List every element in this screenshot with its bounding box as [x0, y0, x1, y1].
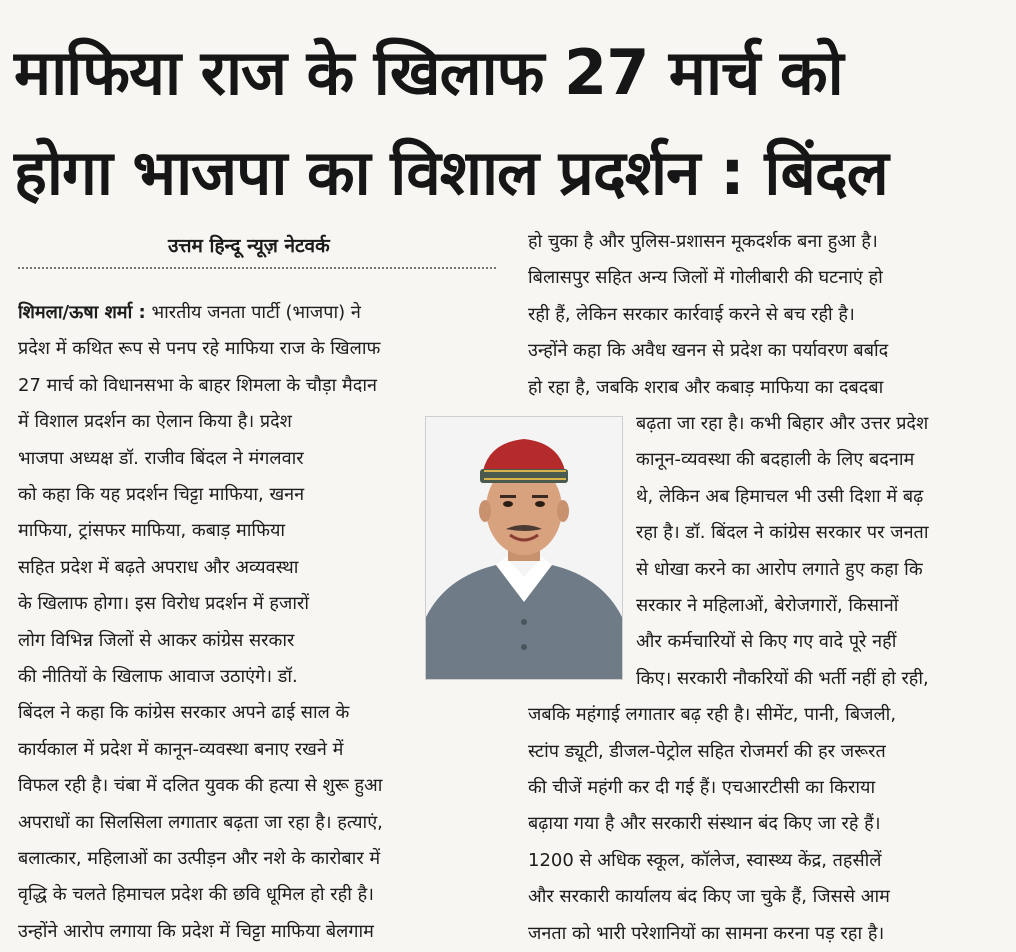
article-left-line: प्रदेश में कथित रूप से पनप रहे माफिया राज के खिलाफ — [18, 338, 381, 360]
article-right-line: रही हैं, लेकिन सरकार कार्रवाई करने से बच रही है। — [528, 303, 855, 325]
article-right-line: कानून-व्यवस्था की बदहाली के लिए बदनाम — [636, 449, 915, 471]
article-left-line: भाजपा अध्यक्ष डॉ. राजीव बिंदल ने मंगलवार — [18, 447, 304, 469]
article-right-line: जबकि महंगाई लगातार बढ़ रही है। सीमेंट, पानी, बिजली, — [528, 704, 897, 726]
article-right-line: और सरकारी कार्यालय बंद किए जा चुके हैं, जिससे आम — [528, 886, 890, 908]
article-left-line: उन्होंने आरोप लगाया कि प्रदेश में चिट्टा माफिया बेलगाम — [18, 920, 374, 942]
article-left-line: बिंदल ने कहा कि कांग्रेस सरकार अपने ढाई साल के — [18, 702, 350, 724]
article-right-line: थे, लेकिन अब हिमाचल भी उसी दिशा में बढ़ — [636, 485, 924, 507]
article-left-line: के खिलाफ होगा। इस विरोध प्रदर्शन में हजारों — [18, 593, 310, 615]
article-right-line: और कर्मचारियों से किए गए वादे पूरे नहीं — [636, 631, 897, 653]
article-left-line: में विशाल प्रदर्शन का ऐलान किया है। प्रदेश — [18, 411, 292, 433]
article-left-line: की नीतियों के खिलाफ आवाज उठाएंगे। डॉ. — [18, 666, 298, 687]
first-line-text: भारतीय जनता पार्टी (भाजपा) ने — [151, 302, 361, 323]
article-right-line: से धोखा करने का आरोप लगाते हुए कहा कि — [636, 558, 923, 580]
article-right-line: की चीजें महंगी कर दी गई हैं। एचआरटीसी का किराया — [528, 777, 876, 798]
article-left-line: विफल रही है। चंबा में दलित युवक की हत्या से शुरू हुआ — [18, 775, 383, 797]
portrait-image — [426, 417, 622, 679]
article-left-line: सहित प्रदेश में बढ़ते अपराध और अव्यवस्था — [18, 556, 299, 578]
article-right-line: रहा है। डॉ. बिंदल ने कांग्रेस सरकार पर जनता — [636, 522, 929, 544]
article-left-line: वृद्धि के चलते हिमाचल प्रदेश की छवि धूमिल हो रही है। — [18, 884, 374, 906]
article-right-line: जनता को भारी परेशानियों का सामना करना पड़ रहा है। — [528, 922, 885, 944]
article-first-line — [18, 295, 496, 331]
article-right-line: बढ़ाया गया है और सरकारी संस्थान बंद किए जा रहे हैं। — [528, 813, 881, 835]
article-left-line: को कहा कि यह प्रदर्शन चिट्टा माफिया, खनन — [18, 484, 305, 505]
article-right-line: 1200 से अधिक स्कूल, कॉलेज, स्वास्थ्य केंद्र, तहसीलें — [528, 849, 882, 871]
article-right-line: हो चुका है और पुलिस-प्रशासन मूकदर्शक बना हुआ है। — [528, 231, 878, 252]
article-left-line: कार्यकाल में प्रदेश में कानून-व्यवस्था बनाए रखने में — [18, 738, 344, 760]
leader-photo — [425, 416, 623, 680]
byline: उत्तम हिन्दू न्यूज़ नेटवर्क — [168, 235, 330, 257]
article-right-line: हो रहा है, जबकि शराब और कबाड़ माफिया का दबदबा — [528, 376, 884, 398]
article-right-line: किए। सरकारी नौकरियों की भर्ती नहीं हो रही, — [636, 667, 929, 689]
article-left-line: बलात्कार, महिलाओं का उत्पीड़न और नशे के कारोबार में — [18, 848, 381, 869]
dateline: शिमला/ऊषा शर्मा : — [18, 302, 146, 323]
article-left-line: लोग विभिन्न जिलों से आकर कांग्रेस सरकार — [18, 629, 295, 651]
article-left-line: अपराधों का सिलसिला लगातार बढ़ता जा रहा है। हत्याएं, — [18, 811, 383, 833]
article-right-line: स्टांप ड्यूटी, डीजल-पेट्रोल सहित रोजमर्रा की हर जरूरत — [528, 740, 886, 762]
article-left-line: 27 मार्च को विधानसभा के बाहर शिमला के चौड़ा मैदान — [18, 374, 378, 396]
byline-divider — [18, 267, 496, 269]
headline-line-2: होगा भाजपा का विशाल प्रदर्शन : बिंदल — [14, 136, 888, 209]
article-right-line: उन्होंने कहा कि अवैध खनन से प्रदेश का पर्यावरण बर्बाद — [528, 340, 889, 362]
article-right-line: सरकार ने महिलाओं, बेरोजगारों, किसानों — [636, 595, 899, 616]
headline-line-1: माफिया राज के खिलाफ 27 मार्च को — [14, 36, 843, 109]
article-right-line: बिलासपुर सहित अन्य जिलों में गोलीबारी की घटनाएं हो — [528, 267, 883, 289]
article-left-line: माफिया, ट्रांसफर माफिया, कबाड़ माफिया — [18, 520, 286, 542]
article-right-line: बढ़ता जा रहा है। कभी बिहार और उत्तर प्रदेश — [636, 413, 929, 434]
